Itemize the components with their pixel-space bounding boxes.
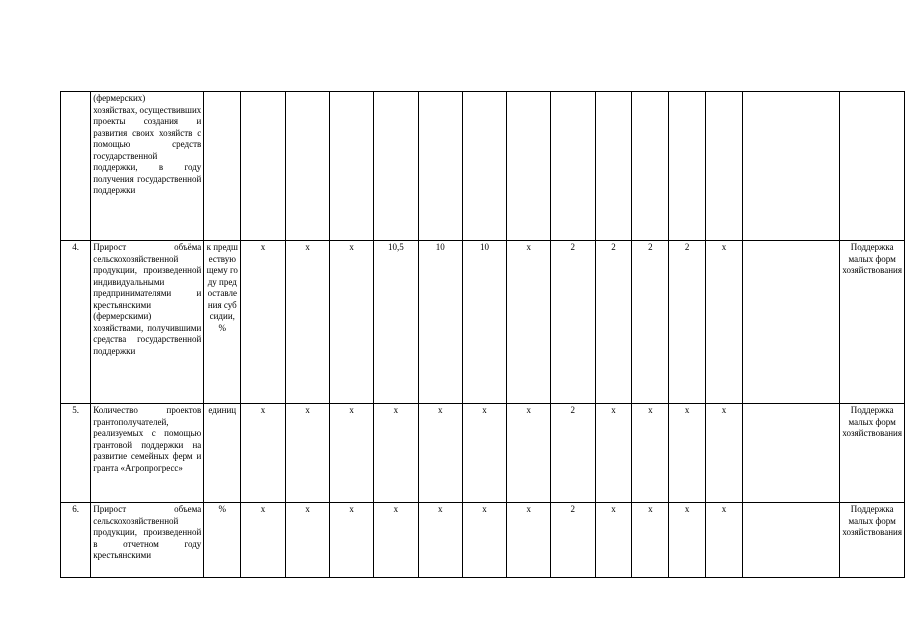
indicator-name-cell xyxy=(91,241,204,404)
value-cell xyxy=(632,404,669,503)
value-cell xyxy=(669,92,706,241)
value-cell xyxy=(285,92,330,241)
indicator-name-cell-text: Прирост объема сельскохозяйственной продукции, произведенной в отчетном году крестьянскими xyxy=(93,504,202,560)
indicators-table xyxy=(60,91,905,578)
value-cell xyxy=(373,241,418,404)
row-number-cell-text: 4. xyxy=(72,242,79,252)
value-cell xyxy=(330,92,374,241)
row-number-cell xyxy=(61,92,91,241)
row-number-cell xyxy=(61,503,91,578)
value-cell-text: х xyxy=(349,504,354,514)
value-cell-text: х xyxy=(305,405,310,415)
program-cell-text: Поддержка малых форм хозяйствования xyxy=(842,242,902,275)
value-cell xyxy=(418,92,462,241)
table-row xyxy=(61,404,905,503)
value-cell xyxy=(418,404,462,503)
value-cell-text: х xyxy=(526,405,531,415)
value-cell-text: х xyxy=(482,405,487,415)
value-cell xyxy=(550,92,595,241)
value-cell xyxy=(742,241,839,404)
value-cell-text: х xyxy=(648,405,653,415)
value-cell-text: 10 xyxy=(480,242,490,252)
value-cell-text: х xyxy=(526,504,531,514)
value-cell-text: х xyxy=(611,504,616,514)
value-cell-text: х xyxy=(349,405,354,415)
unit-cell xyxy=(204,241,241,404)
value-cell xyxy=(330,241,374,404)
unit-cell xyxy=(204,404,241,503)
value-cell-text: х xyxy=(260,504,266,514)
value-cell xyxy=(373,503,418,578)
value-cell-text: 10,5 xyxy=(388,242,404,252)
indicator-name-cell xyxy=(91,92,204,241)
value-cell-text: х xyxy=(260,242,266,252)
value-cell xyxy=(330,503,374,578)
indicator-name-cell xyxy=(91,404,204,503)
unit-cell xyxy=(204,92,241,241)
unit-cell-text: к предшествующему году предоставления субсидии, % xyxy=(206,242,238,333)
value-cell xyxy=(462,503,507,578)
program-cell-text: Поддержка малых форм хозяйствования xyxy=(842,504,902,537)
value-cell-text: х xyxy=(526,242,531,252)
value-cell-text: х xyxy=(349,242,354,252)
program-cell-text: Поддержка малых форм хозяйствования xyxy=(842,405,902,438)
program-cell xyxy=(840,404,905,503)
value-cell xyxy=(550,404,595,503)
value-cell-text: х xyxy=(482,504,487,514)
table-row xyxy=(61,92,905,241)
program-cell xyxy=(840,92,905,241)
value-cell xyxy=(706,503,743,578)
value-cell xyxy=(330,404,374,503)
value-cell xyxy=(241,404,286,503)
value-cell xyxy=(632,503,669,578)
value-cell-text: х xyxy=(611,405,616,415)
value-cell-text: х xyxy=(648,504,653,514)
value-cell-text: х xyxy=(684,504,690,514)
value-cell-text: х xyxy=(684,405,690,415)
value-cell xyxy=(507,241,551,404)
value-cell xyxy=(285,404,330,503)
value-cell xyxy=(373,92,418,241)
row-number-cell xyxy=(61,404,91,503)
unit-cell-text: единиц xyxy=(208,405,237,415)
value-cell xyxy=(595,404,632,503)
value-cell xyxy=(669,404,706,503)
value-cell-text: х xyxy=(260,405,266,415)
value-cell xyxy=(418,503,462,578)
indicator-name-cell-text: Прирост объёма сельскохозяйственной продукции, произведенной индивидуальными предпринимателями и крестьянскими (фермерскими) хозяйствами, получившими средства государственной поддержки xyxy=(93,242,202,356)
value-cell-text: х xyxy=(438,504,443,514)
value-cell xyxy=(632,241,669,404)
value-cell xyxy=(241,92,286,241)
table-row xyxy=(61,503,905,578)
value-cell-text: х xyxy=(393,405,399,415)
value-cell-text: 2 xyxy=(570,242,575,252)
value-cell xyxy=(742,404,839,503)
value-cell xyxy=(285,503,330,578)
row-number-cell xyxy=(61,241,91,404)
value-cell-text: х xyxy=(305,242,310,252)
row-number-cell-text: 5. xyxy=(72,405,79,415)
value-cell xyxy=(507,404,551,503)
value-cell xyxy=(550,241,595,404)
value-cell xyxy=(742,503,839,578)
value-cell-text: х xyxy=(721,405,727,415)
value-cell xyxy=(462,92,507,241)
value-cell xyxy=(669,241,706,404)
value-cell xyxy=(418,241,462,404)
value-cell-text: 2 xyxy=(611,242,616,252)
table-row xyxy=(61,241,905,404)
value-cell xyxy=(550,503,595,578)
value-cell xyxy=(632,92,669,241)
indicator-name-cell-text: Количество проектов грантополучателей, реализуемых с помощью грантовой поддержки на развитие семейных ферм и гранта «Агропрогресс» xyxy=(93,405,202,473)
value-cell xyxy=(669,503,706,578)
value-cell-text: х xyxy=(721,242,727,252)
value-cell xyxy=(373,404,418,503)
value-cell xyxy=(706,404,743,503)
table-body xyxy=(61,92,905,578)
value-cell-text: 2 xyxy=(648,242,653,252)
unit-cell-text: % xyxy=(218,504,227,514)
value-cell-text: х xyxy=(305,504,310,514)
value-cell-text: 2 xyxy=(570,405,575,415)
value-cell xyxy=(595,92,632,241)
value-cell xyxy=(285,241,330,404)
value-cell-text: х xyxy=(721,504,727,514)
value-cell xyxy=(742,92,839,241)
value-cell xyxy=(507,503,551,578)
value-cell xyxy=(595,503,632,578)
unit-cell xyxy=(204,503,241,578)
indicator-name-cell xyxy=(91,503,204,578)
program-cell xyxy=(840,503,905,578)
value-cell xyxy=(507,92,551,241)
indicator-name-cell-text: (фермерских) хозяйствах, осуществивших проекты создания и развития своих хозяйств с помощью средств государственной поддержки, в году получения государственной поддержки xyxy=(93,93,202,195)
program-cell xyxy=(840,241,905,404)
value-cell xyxy=(462,241,507,404)
value-cell-text: х xyxy=(393,504,399,514)
value-cell xyxy=(595,241,632,404)
value-cell-text: 2 xyxy=(570,504,575,514)
value-cell xyxy=(241,503,286,578)
value-cell xyxy=(462,404,507,503)
row-number-cell-text: 6. xyxy=(72,504,79,514)
value-cell-text: х xyxy=(438,405,443,415)
value-cell xyxy=(706,241,743,404)
value-cell xyxy=(241,241,286,404)
value-cell-text: 10 xyxy=(435,242,445,252)
value-cell xyxy=(706,92,743,241)
value-cell-text: 2 xyxy=(684,242,690,252)
